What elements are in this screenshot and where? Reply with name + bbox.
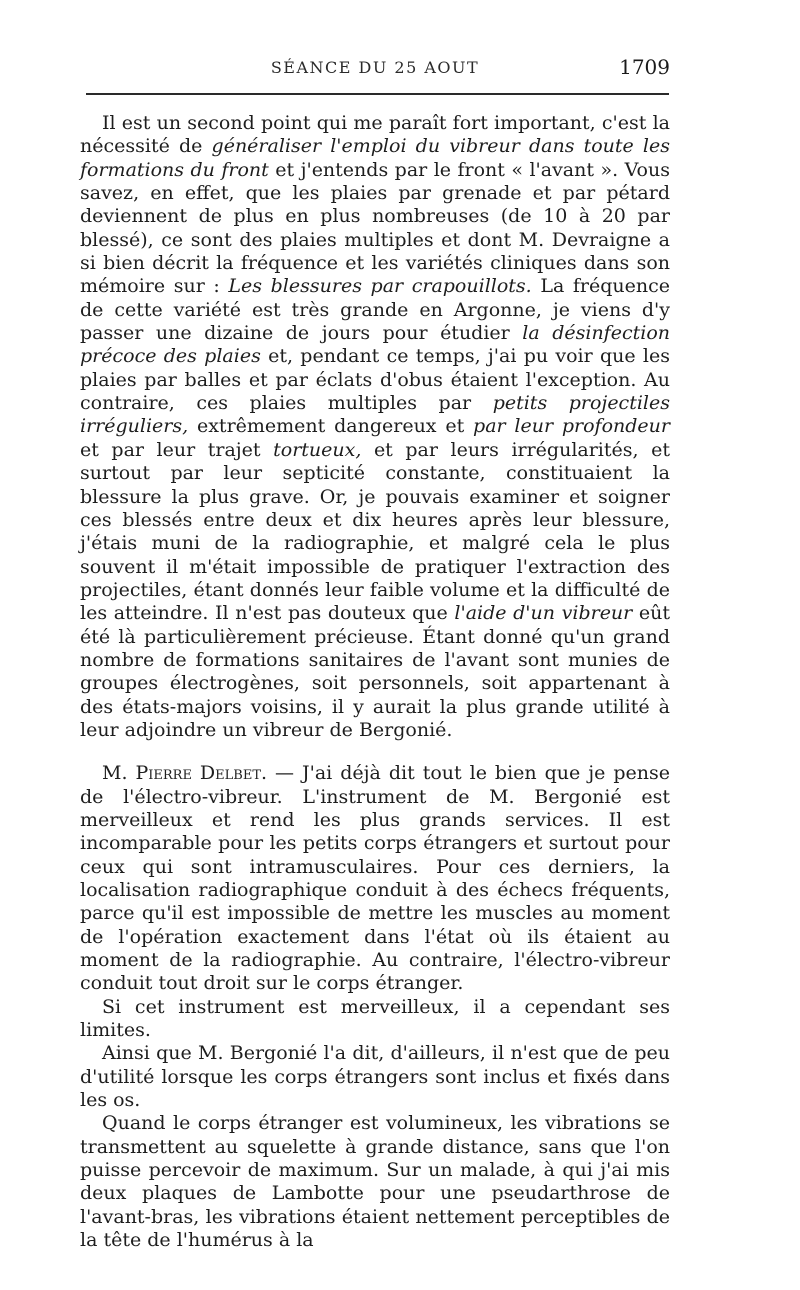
italic-text: Les blessures par crapouillots.	[228, 275, 532, 298]
running-title: SÉANCE DU 25 AOUT	[270, 58, 480, 77]
italic-text: petits projectiles irréguliers,	[80, 392, 670, 438]
text-run: extrêmement dangereux et	[188, 415, 474, 438]
paragraph-gap	[80, 742, 670, 762]
text-run: eût été là particulièrement précieuse. Étant donné qu'un grand nombre de formations sanitaires de l'avant sont munies de groupes électrogènes, soit personnels, soit appartenant à des états-majors voisins, il y aurait la plus grande utilité à leur adjoindre un vibreur de Bergonié.	[80, 602, 671, 741]
italic-text: l'aide d'un vibreur	[454, 602, 633, 625]
text-run: Quand le corps étranger est volumineux, les vibrations se transmettent au squelette à grande distance, sans que l'on puisse percevoir de maximum. Sur un malade, à qui j'ai mis deux plaques de Lambotte pour une pseudarthrose de l'avant-bras, les vibrations étaient nettement perceptibles de la tête de l'humérus à la	[80, 1112, 670, 1252]
italic-text: généraliser l'emploi du vibreur dans toute les formations du front	[80, 135, 671, 181]
speaker-name: M. Pierre Delbet.	[102, 762, 268, 785]
text-run: et par leurs irrégularités, et surtout par leur septicité constante, constituaient la blessure la plus grave. Or, je pouvais examiner et soigner ces blessés entre deux et dix heures après leur blessure, j'étais muni de la radiographie, et malgré cela le plus souvent il m'était impossible de pratiquer l'extraction des projectiles, étant donnés leur faible volume et la difficulté de les atteindre. Il n'est pas douteux que	[80, 438, 670, 625]
italic-text: la désinfection précoce des plaies	[80, 322, 670, 368]
body-text	[80, 112, 670, 1253]
page-number: 1709	[619, 55, 670, 79]
paragraph	[80, 112, 670, 742]
text-run: et par leur trajet	[80, 438, 274, 461]
running-head	[80, 55, 670, 84]
italic-text: tortueux,	[273, 438, 362, 461]
text-run: La fréquence de cette variété est très grande en Argonne, je viens d'y passer une dizaine de jours pour étudier	[80, 275, 670, 345]
paragraph	[80, 1042, 670, 1112]
header-rule	[86, 93, 669, 95]
text-run: et, pendant ce temps, j'ai pu voir que les plaies par balles et par éclats d'obus étaient l'exception. Au contraire, ces plaies multiples par	[80, 345, 670, 415]
text-run: et j'entends par le front « l'avant ». Vous savez, en effet, que les plaies par grenade et par pétard deviennent de plus en plus nombreuses (de 10 à 20 par blessé), ce sont des plaies multiples et dont M. Devraigne a si bien décrit la fréquence et les variétés cliniques dans son mémoire sur :	[80, 158, 670, 298]
text-run: Si cet instrument est merveilleux, il a cependant ses limites.	[80, 995, 670, 1042]
text-run: — J'ai déjà dit tout le bien que je pense de l'électro-vibreur. L'instrument de M. Bergonié est merveilleux et rend les plus grands services. Il est incomparable pour les petits corps étrangers et surtout pour ceux qui sont intramusculaires. Pour ces derniers, la localisation radiographique conduit à des échecs fréquents, parce qu'il est impossible de mettre les muscles au moment de l'opération exactement dans l'état où ils étaient au moment de la radiographie. Au contraire, l'électro-vibreur conduit tout droit sur le corps étranger.	[80, 762, 670, 995]
text-run: Ainsi que M. Bergonié l'a dit, d'ailleurs, il n'est que de peu d'utilité lorsque les corps étrangers sont inclus et fixés dans les os.	[80, 1042, 670, 1112]
text-run: Il est un second point qui me paraît fort important, c'est la nécessité de	[80, 112, 670, 158]
italic-text: par leur profondeur	[473, 415, 670, 438]
paragraph	[80, 762, 670, 995]
paragraph	[80, 1112, 670, 1252]
paragraph	[80, 996, 670, 1043]
